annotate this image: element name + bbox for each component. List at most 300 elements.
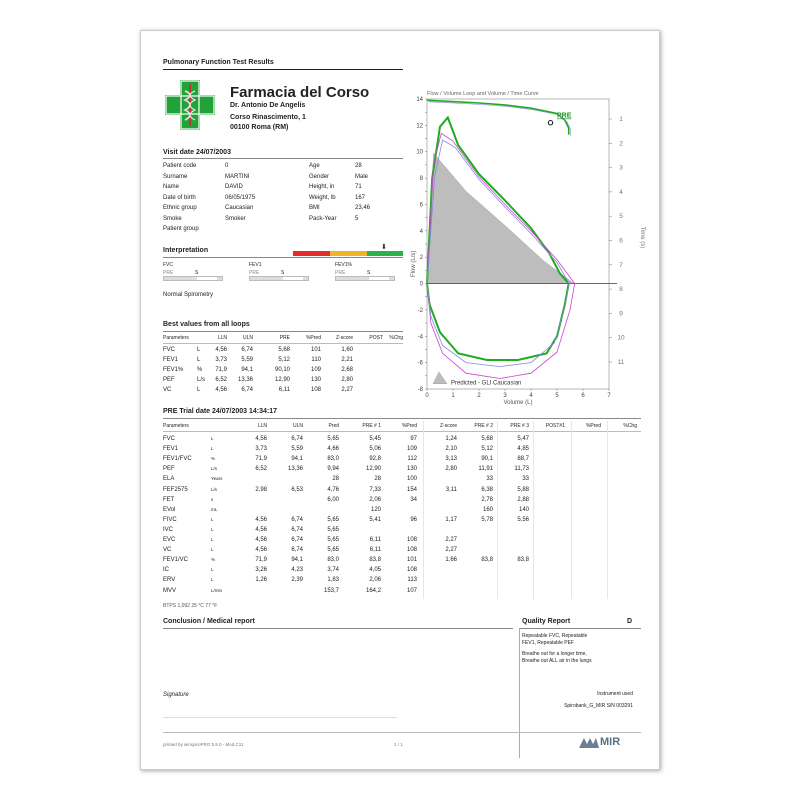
trial-row-value: 6,11	[369, 537, 381, 543]
trial-row-param: FIVC	[163, 516, 177, 523]
footer-page-number: 1 / 1	[394, 742, 403, 747]
trial-row-unit: mL	[211, 506, 218, 512]
trial-row-value: 97	[410, 436, 417, 442]
best-header--chg: %Chg	[389, 335, 403, 341]
best-row-value: 6,11	[278, 387, 290, 393]
trial-row-value: 6,74	[291, 436, 303, 442]
patient-field-value: MARTINI	[225, 173, 250, 180]
y-tick-label: 0	[419, 281, 423, 288]
trial-row-value: 4,56	[255, 537, 267, 543]
best-header-divider	[163, 343, 403, 344]
right-tick-label: 7	[619, 261, 623, 269]
trial-row-value: 4,85	[517, 446, 529, 453]
trial-column-rule	[533, 421, 534, 599]
interpretation-divider	[163, 257, 403, 258]
address-line-1: Corso Rinascimento, 1	[230, 114, 306, 121]
y-tick-label: 2	[419, 255, 423, 262]
trial-row-value: 3,13	[445, 456, 457, 463]
trial-row-unit: L	[211, 516, 214, 522]
trial-row-value: 108	[406, 567, 417, 574]
y-tick-label: 6	[419, 202, 423, 209]
best-row-param: FEV1	[163, 357, 179, 363]
trial-row-param: FET	[163, 496, 175, 503]
trial-row-param: EVC	[163, 537, 176, 543]
trial-row-value: 88,7	[517, 456, 529, 463]
patient-field-value: DAVID	[225, 184, 243, 190]
patient-field-label: Smoke	[163, 215, 182, 222]
severity-bar-red	[293, 251, 330, 256]
trial-row-param: EVol	[163, 506, 176, 513]
instrument-name: Spirobank_G_MIR S/N 003291	[564, 703, 633, 709]
trial-row-value: 1,24	[445, 436, 457, 442]
trial-row-value: 33	[486, 476, 493, 483]
trial-row-value: 3,11	[445, 486, 457, 493]
trial-row-value: 94,1	[291, 557, 303, 564]
trial-row-value: 5,65	[327, 526, 339, 533]
trial-row-value: 109	[406, 446, 417, 453]
trial-row-value: 6,11	[369, 547, 381, 554]
trial-header-divider	[163, 431, 641, 432]
trial-row-value: 5,12	[481, 446, 493, 453]
quality-grade: D	[627, 618, 633, 625]
y-tick-label: -2	[417, 307, 423, 314]
trial-row-unit: L/s	[211, 486, 218, 492]
right-tick-label: 10	[617, 334, 625, 342]
legend-label: Predicted - GLI Caucasian	[451, 380, 522, 387]
trial-header--pred: %Pred	[401, 423, 417, 429]
trial-row-value: 130	[406, 466, 417, 473]
trial-row-value: 140	[518, 506, 529, 513]
mir-logo-text: MIR	[600, 736, 621, 748]
best-row-value: 5,59	[241, 357, 253, 363]
trial-row-value: 2,06	[369, 577, 381, 584]
trial-column-rule	[497, 421, 498, 599]
trial-header-pre-3: PRE # 3	[510, 423, 529, 429]
trial-row-value: 108	[406, 537, 417, 543]
trial-row-unit: L	[211, 577, 214, 583]
trial-row-unit: L	[211, 567, 214, 573]
trial-row-value: 5,88	[517, 486, 529, 493]
best-row-value: 2,80	[341, 377, 353, 383]
trial-row-unit: L/min	[211, 587, 223, 593]
gauge-marker: S	[281, 270, 285, 276]
gauge-normal-zone	[197, 277, 217, 280]
best-row-value: 12,90	[274, 377, 290, 383]
trial-row-value: 34	[410, 496, 417, 503]
trial-row-value: 5,65	[327, 516, 339, 523]
trial-row-value: 7,33	[369, 486, 381, 493]
best-row-param: PEF	[163, 377, 175, 383]
trial-row-value: 3,73	[255, 446, 267, 453]
right-tick-label: 11	[617, 359, 625, 366]
best-row-param: FEV1%	[163, 367, 184, 373]
trial-row-param: VC	[163, 547, 172, 554]
mir-logo	[579, 736, 641, 748]
best-row-value: L	[197, 357, 201, 363]
trial-row-value: 5,65	[327, 547, 339, 554]
footer-printed: printed by winspiroPRO 5.9.0 - Mod.C11	[163, 742, 244, 747]
patient-field-value: 5	[355, 215, 359, 222]
trial-row-value: 71,9	[255, 456, 267, 463]
trial-row-value: 11,91	[478, 466, 493, 473]
trial-row-value: 6,74	[291, 547, 303, 554]
y-tick-label: 4	[419, 228, 423, 235]
trial-header-lln: LLN	[257, 423, 267, 429]
trial-row-unit: %	[211, 456, 216, 462]
right-tick-label: 9	[619, 310, 623, 318]
pharmacy-cross-icon	[164, 79, 216, 131]
patient-field-label: Date of birth	[163, 194, 196, 201]
trial-row-unit: L	[211, 537, 214, 542]
y-tick-label: 14	[416, 97, 423, 103]
best-header-uln: ULN	[242, 335, 253, 341]
trial-header-pred: Pred	[328, 423, 339, 429]
trial-row-value: 11,73	[514, 466, 529, 473]
patient-field-label: Patient code	[163, 163, 197, 169]
quality-divider	[520, 628, 641, 629]
trial-row-value: 4,66	[327, 446, 339, 453]
trial-row-value: 94,1	[291, 456, 303, 463]
best-row-value: 6,74	[241, 387, 253, 393]
trial-header--pred: %Pred	[585, 423, 601, 429]
trial-row-value: 4,05	[369, 567, 381, 574]
best-row-value: 2,27	[341, 387, 353, 393]
trial-row-unit: L	[211, 547, 214, 553]
trial-header-z-score: Z-score	[440, 423, 457, 429]
trial-row-value: 6,00	[327, 496, 339, 503]
trial-row-value: 2,39	[291, 577, 303, 584]
trial-row-value: 4,56	[255, 526, 267, 533]
best-row-value: 3,73	[215, 357, 227, 363]
trial-row-value: 101	[406, 557, 417, 564]
trial-row-value: 5,47	[517, 436, 529, 442]
interpretation-result: Normal Spirometry	[163, 292, 214, 298]
best-row-value: 1,60	[341, 347, 353, 353]
x-tick-label: 5	[555, 393, 559, 399]
best-values-heading: Best values from all loops	[163, 321, 250, 328]
signature-label: Signature	[163, 692, 189, 698]
best-row-value: 71,9	[215, 367, 227, 373]
best-header-pre: PRE	[279, 335, 290, 341]
best-row-value: 2,68	[341, 367, 353, 373]
trial-row-value: 108	[406, 547, 417, 554]
trial-row-value: 83,0	[327, 456, 339, 463]
trial-row-param: FVC	[163, 436, 175, 442]
x-tick-label: 4	[529, 393, 533, 399]
trial-row-value: 33	[522, 476, 529, 483]
best-row-value: 130	[310, 377, 321, 383]
trial-row-value: 2,27	[445, 537, 457, 543]
severity-bar-yellow	[330, 251, 367, 256]
address-line-2: 00100 Roma (RM)	[230, 124, 289, 131]
trial-row-value: 28	[332, 476, 339, 483]
trial-header-parameters: Parameters	[163, 423, 189, 429]
trial-row-value: 13,36	[287, 466, 303, 473]
best-row-value: L	[197, 387, 201, 393]
trial-row-value: 2,27	[445, 547, 457, 554]
trial-row-unit: L/s	[211, 466, 218, 472]
visit-divider	[163, 158, 403, 159]
best-row-value: 4,56	[215, 387, 227, 393]
trial-row-value: 4,56	[255, 516, 267, 523]
gauge-tick-label: PRE	[249, 270, 260, 276]
best-row-value: L	[197, 347, 201, 353]
chart-title: Flow / Volume Loop and Volume / Time Curve	[427, 91, 539, 97]
x-tick-label: 7	[607, 393, 611, 399]
gauge-label: FEV1	[249, 262, 262, 268]
best-row-value: %	[197, 367, 203, 373]
trial-row-value: 83,8	[517, 557, 529, 564]
gauge-normal-zone	[283, 277, 303, 280]
patient-field-label: Weight, lb	[309, 194, 336, 201]
trial-row-value: 4,23	[291, 567, 303, 574]
trial-row-value: 90,1	[481, 456, 493, 463]
trial-row-param: ELA	[163, 476, 175, 483]
trial-row-value: 5,06	[369, 446, 381, 453]
trial-row-value: 1,26	[255, 577, 267, 584]
best-row-value: 6,74	[241, 347, 253, 353]
best-row-value: 101	[310, 347, 321, 353]
quality-advice-1: Breathe out for a longer time,	[522, 651, 587, 657]
best-header-parameters: Parameters	[163, 335, 189, 341]
right-axis-label: Time (s)	[639, 226, 645, 249]
best-row-value: 90,10	[274, 367, 290, 373]
trial-row-value: 5,68	[481, 436, 493, 442]
interpretation-heading: Interpretation	[163, 247, 209, 254]
trial-row-value: 28	[374, 476, 381, 483]
gauge-marker: S	[367, 270, 371, 276]
visit-date-heading: Visit date 24/07/2003	[163, 149, 231, 156]
right-tick-label: 6	[619, 237, 623, 245]
trial-row-value: 112	[407, 456, 417, 463]
best-row-value: L/s	[197, 377, 206, 383]
signature-line	[163, 717, 397, 718]
pharmacy-name: Farmacia del Corso	[230, 84, 370, 101]
trial-header-pre-2: PRE # 2	[474, 423, 493, 429]
best-row-value: 5,12	[278, 357, 290, 363]
y-tick-label: -8	[417, 387, 423, 393]
patient-field-label: Name	[163, 184, 180, 190]
y-tick-label: 12	[416, 123, 423, 130]
x-axis-label: Volume (L)	[503, 400, 533, 406]
trial-header-post-1: POST#1	[545, 423, 565, 429]
trial-row-unit: Years	[211, 476, 223, 482]
trial-row-param: IVC	[163, 526, 174, 533]
trial-row-unit: L	[211, 446, 214, 452]
trial-row-value: 2,88	[517, 496, 529, 503]
series-predicted-area	[427, 153, 574, 284]
x-tick-label: 2	[477, 393, 481, 399]
patient-field-value: Male	[355, 173, 369, 180]
trial-row-value: 5,65	[327, 537, 339, 543]
patient-field-value: 71	[355, 184, 362, 190]
trial-row-value: 1,66	[445, 557, 457, 564]
doctor-name: Dr. Antonio De Angelis	[230, 102, 306, 109]
trial-row-value: 2,80	[445, 466, 457, 473]
btps-note: BTPS 1,092 25 °C 77 °F	[163, 603, 218, 609]
best-row-value: 4,56	[215, 347, 227, 353]
curve-label: PRE	[557, 112, 572, 120]
patient-field-value: 0	[225, 163, 229, 169]
patient-field-label: Age	[309, 163, 320, 169]
patient-field-label: BMI	[309, 205, 320, 211]
trial-row-value: 9,94	[327, 466, 339, 473]
right-tick-label: 3	[619, 164, 623, 172]
patient-field-label: Surname	[163, 173, 188, 180]
y-tick-label: -4	[417, 334, 423, 341]
quality-line-1: Repeatable FVC, Repeatable	[522, 633, 588, 639]
patient-field-label: Pack-Year	[309, 215, 337, 222]
trial-row-param: MVV	[163, 587, 177, 594]
trial-row-value: 5,56	[517, 516, 529, 523]
patient-field-label: Gender	[309, 173, 330, 180]
best-row-value: 6,52	[215, 377, 227, 383]
end-of-test-marker	[548, 121, 552, 125]
trial-row-value: 1,83	[327, 577, 339, 584]
best-row-param: FVC	[163, 347, 175, 353]
pharmacy-logo	[164, 79, 216, 131]
volume-time-curve-trial3	[429, 102, 571, 136]
report-page	[140, 30, 660, 770]
footer-divider	[163, 732, 641, 733]
patient-field-label: Patient group	[163, 226, 199, 232]
best-row-value: 110	[311, 357, 321, 363]
trial-row-value: 153,7	[323, 587, 339, 594]
trial-row-value: 4,56	[255, 547, 267, 554]
gauge-label: FVC	[163, 262, 173, 268]
patient-field-value: 28	[355, 163, 362, 169]
trial-row-value: 6,74	[291, 537, 303, 543]
best-row-value: 109	[310, 367, 321, 373]
trial-row-value: 6,74	[291, 516, 303, 523]
gauge-marker: S	[195, 270, 199, 276]
right-tick-label: 2	[619, 140, 623, 148]
trial-row-value: 2,10	[445, 446, 457, 453]
trial-row-value: 2,06	[369, 496, 381, 503]
trial-row-value: 113	[407, 577, 417, 584]
conclusion-heading: Conclusion / Medical report	[163, 618, 255, 625]
trial-row-value: 154	[406, 486, 417, 493]
trial-row-value: 4,56	[255, 436, 267, 442]
best-header-post: POST	[369, 335, 383, 341]
trial-header-pre-1: PRE # 1	[362, 423, 381, 429]
trial-row-value: 5,45	[369, 436, 381, 442]
patient-field-value: Smoker	[225, 215, 246, 222]
severity-arrow-icon: ⬇	[381, 244, 387, 251]
trial-row-value: 5,59	[291, 446, 303, 453]
trial-divider	[163, 418, 641, 419]
trial-row-param: ERV	[163, 577, 176, 584]
y-axis-label: Flow (L/s)	[411, 250, 417, 277]
trial-row-value: 3,74	[327, 567, 339, 574]
trial-row-value: 120	[370, 506, 381, 513]
trial-row-value: 6,38	[481, 486, 493, 493]
trial-row-value: 6,52	[255, 466, 267, 473]
trial-header--chg: %Chg	[623, 423, 637, 429]
trial-row-value: 2,78	[481, 496, 493, 503]
best-row-value: 108	[310, 387, 321, 393]
x-tick-label: 0	[425, 393, 429, 399]
quality-heading: Quality Report	[522, 618, 571, 625]
patient-field-value: 23,46	[355, 205, 371, 211]
best-row-value: 2,21	[341, 357, 353, 363]
right-tick-label: 4	[619, 188, 623, 196]
flow-volume-chart	[409, 89, 649, 419]
trial-row-unit: %	[211, 557, 216, 563]
trial-column-rule	[607, 421, 608, 599]
trial-heading: PRE Trial date 24/07/2003 14:34:17	[163, 408, 278, 415]
trial-row-value: 1,17	[445, 516, 457, 523]
y-tick-label: 8	[419, 176, 423, 183]
instrument-label: Instrument used	[597, 691, 633, 697]
trial-row-value: 92,8	[369, 456, 381, 463]
gauge-tick-label: PRE	[163, 270, 174, 276]
trial-column-rule	[423, 421, 424, 599]
best-row-value: 94,1	[241, 367, 253, 373]
trial-row-value: 160	[482, 506, 493, 513]
trial-row-value: 164,2	[365, 587, 381, 594]
right-tick-label: 8	[619, 286, 623, 294]
flow-volume-svg	[409, 89, 649, 419]
trial-row-unit: L	[211, 436, 214, 441]
trial-row-value: 100	[406, 476, 417, 483]
best-header--pred: %Pred	[305, 335, 321, 341]
title-divider	[163, 69, 403, 70]
best-row-value: 5,68	[278, 347, 290, 353]
trial-row-param: FEV1	[163, 446, 179, 453]
right-tick-label: 1	[619, 116, 623, 123]
trial-row-value: 6,53	[291, 486, 303, 493]
severity-bar-green	[367, 251, 403, 256]
best-values-divider	[163, 331, 403, 332]
trial-row-param: IC	[163, 567, 169, 574]
trial-row-value: 107	[406, 587, 417, 594]
trial-row-value: 6,74	[291, 526, 303, 533]
mir-logo-icon	[579, 737, 599, 749]
patient-field-label: Ethnic group	[163, 205, 197, 211]
patient-field-value: Caucasian	[225, 205, 254, 211]
trial-row-value: 12,90	[365, 466, 381, 473]
patient-field-label: Height, in	[309, 184, 335, 190]
best-header-z-score: Z-score	[336, 335, 353, 341]
patient-field-value: 06/05/1975	[225, 194, 256, 201]
trial-row-value: 83,8	[481, 557, 493, 564]
trial-row-value: 5,41	[369, 516, 381, 523]
y-tick-label: 10	[416, 149, 423, 156]
quality-line-2: FEV1, Repeatable PEF	[522, 640, 574, 646]
x-tick-label: 3	[503, 393, 507, 399]
right-tick-label: 5	[619, 213, 623, 221]
conclusion-divider	[163, 628, 513, 629]
best-row-param: VC	[163, 387, 172, 393]
trial-row-value: 4,76	[327, 486, 339, 493]
trial-row-value: 83,8	[369, 557, 381, 564]
trial-row-param: FEF2575	[163, 486, 188, 493]
best-header-lln: LLN	[217, 335, 227, 341]
trial-row-value: 2,98	[255, 486, 267, 493]
trial-column-rule	[571, 421, 572, 599]
patient-field-value: 167	[355, 194, 366, 201]
report-title: Pulmonary Function Test Results	[163, 59, 274, 66]
trial-row-param: FEV1/FVC	[163, 456, 192, 463]
x-tick-label: 6	[581, 393, 585, 399]
trial-row-value: 3,26	[255, 567, 267, 574]
legend-swatch	[433, 372, 447, 384]
x-tick-label: 1	[451, 393, 455, 399]
trial-row-param: FEV1/VC	[163, 557, 189, 564]
quality-advice-2: Breathe out ALL air in the lungs	[522, 658, 592, 664]
trial-header-uln: ULN	[292, 423, 303, 429]
